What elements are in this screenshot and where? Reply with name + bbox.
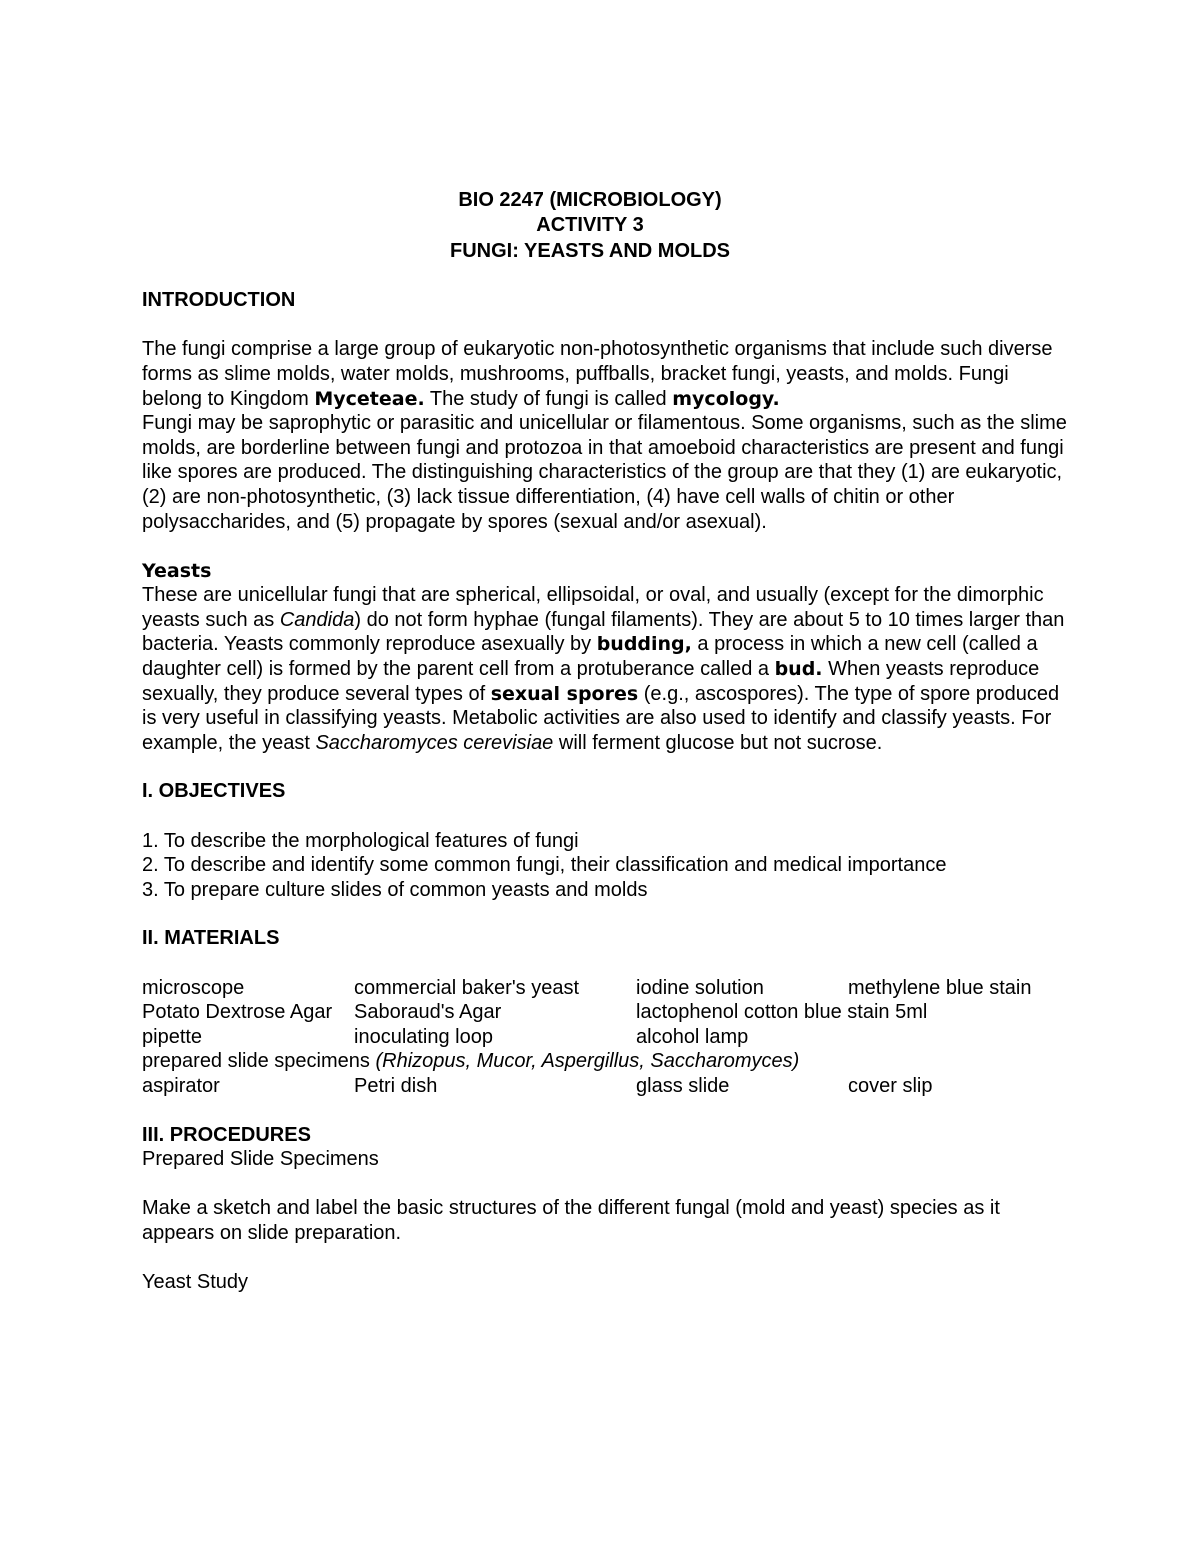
materials-row-slides: prepared slide specimens (Rhizopus, Mucor, Aspergillus, Saccharomyces) <box>142 1050 800 1073</box>
material-item: inoculating loop <box>354 1025 493 1048</box>
procedures-subheading-yeast: Yeast Study <box>142 1271 249 1294</box>
materials-row <box>142 1074 1072 1099</box>
budding-term: budding, <box>596 633 692 656</box>
material-item: methylene blue stain <box>848 976 1032 999</box>
material-item: glass slide <box>636 1074 730 1097</box>
material-item: aspirator <box>142 1074 220 1097</box>
document-page <box>142 188 1072 1295</box>
introduction-body <box>142 337 1072 534</box>
materials-row <box>142 1000 1072 1025</box>
materials-row <box>142 976 1072 1001</box>
material-item: commercial baker's yeast <box>354 976 579 999</box>
procedures-paragraph: Make a sketch and label the basic structures of the different fungal (mold and yeast) species as it appears on slide preparation. <box>142 1197 1000 1244</box>
sexual-spores-term: sexual spores <box>490 682 639 705</box>
materials-list <box>142 976 1072 1099</box>
introduction-paragraph-1: The fungi comprise a large group of eukaryotic non-photosynthetic organisms that include such diverse forms as slime molds, water molds, mushrooms, puffballs, bracket fungi, yeasts, and molds. Fungi belong to Kingdom Myceteae. The study of fungi is called mycology. <box>142 338 1053 410</box>
procedures-heading: III. PROCEDURES <box>142 1123 311 1146</box>
materials-heading: II. MATERIALS <box>142 927 280 950</box>
mycology-term: mycology. <box>672 387 780 410</box>
material-item: Petri dish <box>354 1074 438 1097</box>
yeasts-body <box>142 583 1072 755</box>
kingdom-term: Myceteae. <box>314 387 425 410</box>
material-item: microscope <box>142 976 245 999</box>
activity-title: ACTIVITY 3 <box>536 214 644 237</box>
objectives-heading: I. OBJECTIVES <box>142 780 286 803</box>
material-item: Saboraud's Agar <box>354 1001 502 1024</box>
procedures-subheading-slides: Prepared Slide Specimens <box>142 1148 379 1171</box>
objectives-list <box>142 829 1072 903</box>
objective-item: 2. To describe and identify some common fungi, their classification and medical importance <box>142 854 947 877</box>
objective-item: 1. To describe the morphological features of fungi <box>142 829 579 852</box>
topic-title: FUNGI: YEASTS AND MOLDS <box>449 239 730 262</box>
yeasts-paragraph: These are unicellular fungi that are spherical, ellipsoidal, or oval, and usually (except for the dimorphic yeasts such as Candida) do not form hyphae (fungal filaments). They are about 5 to 10 times larger than bacteria. Yeasts commonly reproduce asexually by budding, a process in which a new cell (called a daughter cell) is formed by the parent cell from a protuberance called a bud. When yeasts reproduce sexually, they produce several types of sexual spores (e.g., ascospores). The type of spore produced is very useful in classifying yeasts. Metabolic activities are also used to identify and classify yeasts. For example, the yeast Saccharomyces cerevisiae will ferment glucose but not sucrose. <box>142 584 1065 754</box>
material-item: alcohol lamp <box>636 1025 749 1048</box>
material-item: pipette <box>142 1025 203 1048</box>
introduction-paragraph-2: Fungi may be saprophytic or parasitic and unicellular or filamentous. Some organisms, such as the slime molds, are borderline between fungi and protozoa in that amoeboid characteristics are present and fungi like spores are produced. The distinguishing characteristics of the group are that they (1) are eukaryotic, (2) are non-photosynthetic, (3) lack tissue differentiation, (4) have cell walls of chitin or other polysaccharides, and (5) propagate by spores (sexual and/or asexual). <box>142 412 1067 533</box>
bud-term: bud. <box>774 658 823 681</box>
material-item: cover slip <box>848 1074 933 1097</box>
course-title: BIO 2247 (MICROBIOLOGY) <box>458 189 722 211</box>
introduction-heading: INTRODUCTION <box>142 289 296 312</box>
material-item: lactophenol cotton blue stain 5ml <box>636 1001 928 1024</box>
objective-item: 3. To prepare culture slides of common yeasts and molds <box>142 878 648 901</box>
yeasts-heading: Yeasts <box>142 559 212 582</box>
material-item: iodine solution <box>636 976 764 999</box>
document-title-block <box>125 188 1055 264</box>
materials-row <box>142 1025 1072 1050</box>
material-item: Potato Dextrose Agar <box>142 1001 333 1024</box>
